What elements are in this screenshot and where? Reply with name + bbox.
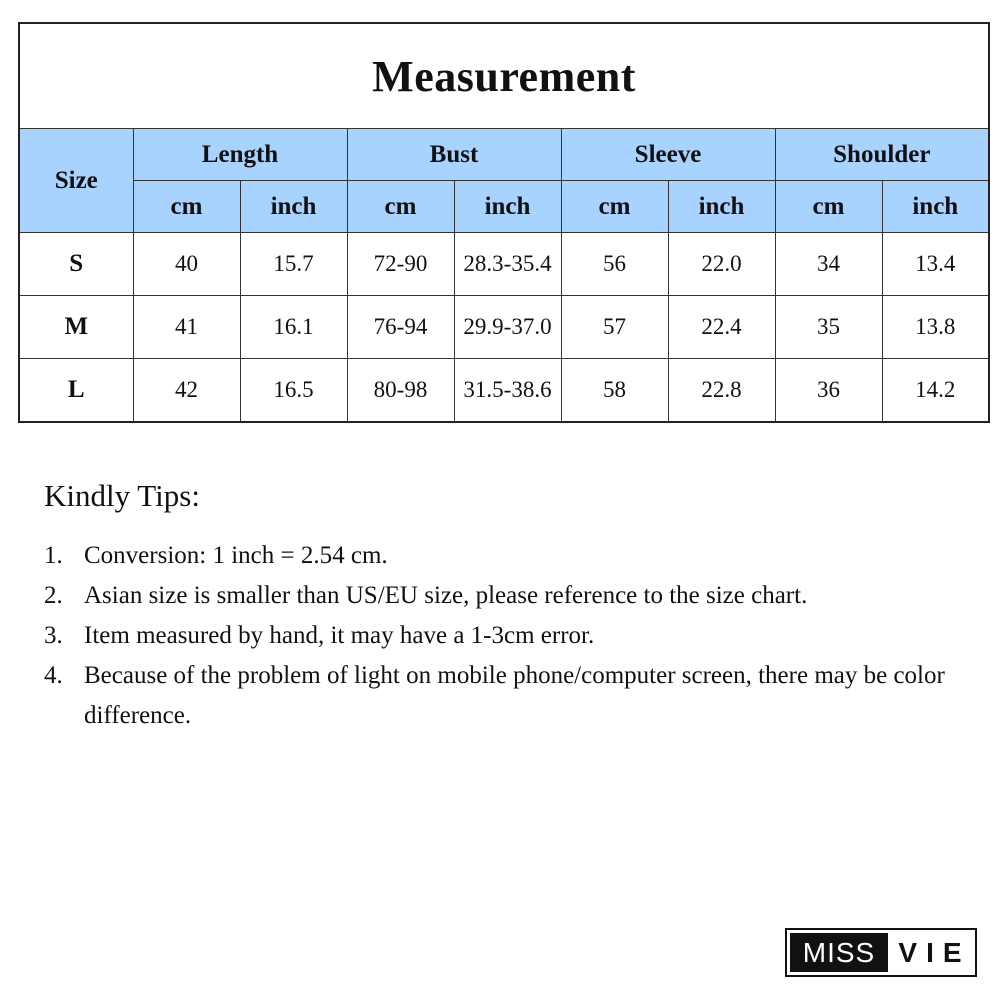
table-cell: 72-90 bbox=[347, 233, 454, 296]
table-cell: 41 bbox=[133, 296, 240, 359]
table-cell: 58 bbox=[561, 359, 668, 422]
table-cell: 22.4 bbox=[668, 296, 775, 359]
tip-item bbox=[44, 536, 964, 576]
unit-header: cm bbox=[561, 181, 668, 233]
table-cell: 34 bbox=[775, 233, 882, 296]
table-cell: 22.0 bbox=[668, 233, 775, 296]
table-title-cell bbox=[19, 23, 989, 129]
table-cell: 22.8 bbox=[668, 359, 775, 422]
size-cell: M bbox=[19, 296, 133, 359]
table-cell: 31.5-38.6 bbox=[454, 359, 561, 422]
table-row bbox=[19, 359, 989, 422]
table-row bbox=[19, 233, 989, 296]
table-cell: 16.1 bbox=[240, 296, 347, 359]
table-cell: 76-94 bbox=[347, 296, 454, 359]
tip-text: Conversion: 1 inch = 2.54 cm. bbox=[84, 542, 388, 569]
unit-header: cm bbox=[133, 181, 240, 233]
tip-number: 3. bbox=[44, 622, 63, 649]
tips-heading: Kindly Tips: bbox=[44, 478, 200, 513]
table-cell: 57 bbox=[561, 296, 668, 359]
unit-header: inch bbox=[882, 181, 989, 233]
logo-text-left: MISS bbox=[790, 933, 888, 972]
table-cell: 29.9-37.0 bbox=[454, 296, 561, 359]
unit-header: cm bbox=[775, 181, 882, 233]
sleeve-header: Sleeve bbox=[561, 129, 775, 181]
unit-header: cm bbox=[347, 181, 454, 233]
table-cell: 35 bbox=[775, 296, 882, 359]
tip-number: 4. bbox=[44, 662, 63, 689]
tips-section bbox=[44, 478, 964, 736]
bust-header: Bust bbox=[347, 129, 561, 181]
unit-header: inch bbox=[240, 181, 347, 233]
tip-item bbox=[44, 576, 964, 616]
size-cell: L bbox=[19, 359, 133, 422]
table-cell: 28.3-35.4 bbox=[454, 233, 561, 296]
tip-item bbox=[44, 656, 964, 736]
table-row bbox=[19, 296, 989, 359]
measurement-table bbox=[18, 22, 990, 423]
tip-text: Asian size is smaller than US/EU size, please reference to the size chart. bbox=[84, 582, 808, 609]
tips-list bbox=[44, 536, 964, 736]
tip-item bbox=[44, 616, 964, 656]
table-title: Measurement bbox=[372, 51, 636, 101]
shoulder-header: Shoulder bbox=[775, 129, 989, 181]
table-cell: 15.7 bbox=[240, 233, 347, 296]
size-cell: S bbox=[19, 233, 133, 296]
table-cell: 42 bbox=[133, 359, 240, 422]
tip-number: 1. bbox=[44, 542, 63, 569]
table-cell: 13.8 bbox=[882, 296, 989, 359]
size-header: Size bbox=[19, 129, 133, 233]
unit-header: inch bbox=[668, 181, 775, 233]
tip-text: Item measured by hand, it may have a 1-3cm error. bbox=[84, 622, 595, 649]
logo-text-right: VIE bbox=[898, 936, 971, 968]
table-cell: 16.5 bbox=[240, 359, 347, 422]
table-cell: 40 bbox=[133, 233, 240, 296]
unit-header: inch bbox=[454, 181, 561, 233]
brand-logo bbox=[785, 928, 977, 977]
table-cell: 14.2 bbox=[882, 359, 989, 422]
length-header: Length bbox=[133, 129, 347, 181]
table-cell: 36 bbox=[775, 359, 882, 422]
table-cell: 56 bbox=[561, 233, 668, 296]
tip-text: Because of the problem of light on mobile phone/computer screen, there may be color difference. bbox=[84, 662, 945, 729]
table-cell: 80-98 bbox=[347, 359, 454, 422]
tip-number: 2. bbox=[44, 582, 63, 609]
table-cell: 13.4 bbox=[882, 233, 989, 296]
